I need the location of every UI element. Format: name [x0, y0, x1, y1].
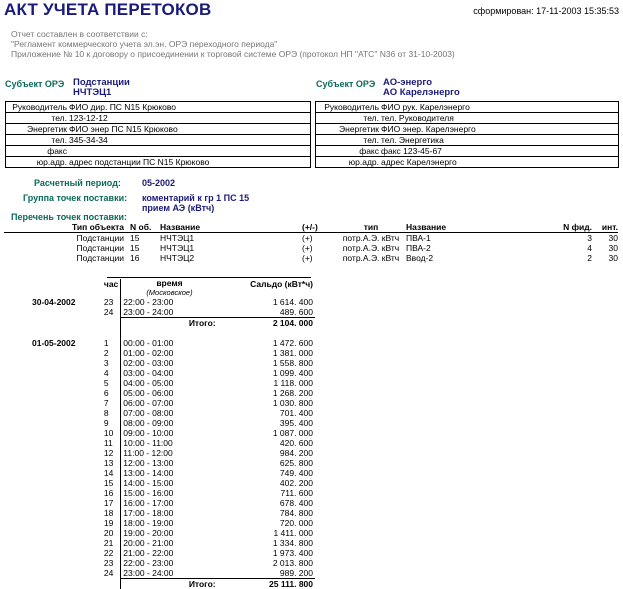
- hour-number: 24: [102, 568, 121, 579]
- hour-saldo: 678. 400: [279, 498, 313, 508]
- hour-interval: 05:00 - 06:00: [123, 388, 174, 398]
- hour-interval: 16:00 - 17:00: [123, 498, 174, 508]
- day-date-spacer: [30, 448, 102, 458]
- right-info-row: [316, 113, 619, 124]
- hour-saldo: 1 334. 800: [272, 538, 313, 548]
- header-line: "Регламент коммерческого учета эл.эн. ОРЭ переходного периода": [11, 39, 278, 49]
- header-notes: [11, 29, 455, 59]
- day-date-spacer: [30, 548, 102, 558]
- day-date-spacer: [30, 478, 102, 488]
- hour-row: [30, 468, 315, 478]
- hour-row: [30, 348, 315, 358]
- point-nob: 15: [130, 233, 140, 243]
- point-name2: Ввод-2: [406, 253, 434, 263]
- hour-row: [30, 398, 315, 408]
- hour-interval: 14:00 - 15:00: [123, 478, 174, 488]
- day-date-spacer: [30, 398, 102, 408]
- hour-interval: 15:00 - 16:00: [123, 488, 174, 498]
- points-col-nfid: N фид.: [563, 222, 592, 232]
- hour-row: [30, 568, 315, 579]
- right-subject-label: Субъект ОРЭ: [316, 79, 376, 89]
- hour-number: 24: [102, 307, 121, 318]
- header-line: Приложение № 10 к договору о присоединении к торговой системе ОРЭ (протокол НП "АТС" N36 от 31-10-2003): [11, 49, 455, 59]
- hour-interval: 23:00 - 24:00: [123, 568, 174, 578]
- hour-saldo: 701. 400: [279, 408, 313, 418]
- hour-row: [30, 558, 315, 568]
- day-date-spacer: [30, 358, 102, 368]
- hour-row: [30, 388, 315, 398]
- point-row: [4, 243, 618, 253]
- group-value: [142, 193, 249, 213]
- point-tip: потр.А.Э. кВтч: [342, 243, 400, 253]
- hour-saldo: 395. 400: [279, 418, 313, 428]
- hour-interval: 12:00 - 13:00: [123, 458, 174, 468]
- left-info-row: [6, 113, 311, 124]
- left-subject-label: Субъект ОРЭ: [5, 79, 65, 89]
- hour-row: [30, 358, 315, 368]
- day-date-spacer: [30, 518, 102, 528]
- point-type: Подстанции: [76, 233, 124, 243]
- hour-row: [30, 438, 315, 448]
- left-info-row: [6, 146, 311, 157]
- hour-number: 23: [102, 558, 121, 568]
- point-tip: потр.А.Э. кВтч: [342, 253, 400, 263]
- hour-saldo: 1 118. 000: [273, 378, 313, 388]
- point-pm: (+): [302, 233, 313, 243]
- hour-interval: 19:00 - 20:00: [123, 528, 174, 538]
- period-label: Расчетный период:: [34, 178, 121, 188]
- points-col-type: Тип объекта: [72, 222, 124, 232]
- left-info-value: адрес подстанции ПС N15 Крюково: [68, 157, 311, 168]
- point-nob: 15: [130, 243, 140, 253]
- left-info-key: тел.: [6, 135, 69, 146]
- hour-number: 5: [102, 378, 121, 388]
- hour-saldo: 420. 600: [279, 438, 313, 448]
- hour-row: [30, 478, 315, 488]
- hour-interval: 21:00 - 22:00: [123, 548, 174, 558]
- right-subject-table: [315, 101, 619, 168]
- left-info-key: тел.: [6, 113, 69, 124]
- right-info-row: [316, 146, 619, 157]
- right-info-value: тел. Руководителя: [380, 113, 619, 124]
- left-info-row: [6, 157, 311, 168]
- hour-row: [30, 428, 315, 438]
- left-subject-name: [73, 78, 130, 98]
- day-total-value: 25 111. 800: [218, 579, 315, 589]
- hour-saldo: 989. 200: [279, 568, 313, 578]
- hour-number: 9: [102, 418, 121, 428]
- hour-row: [30, 508, 315, 518]
- hour-interval: 09:00 - 10:00: [123, 428, 174, 438]
- right-info-row: [316, 102, 619, 113]
- right-info-row: [316, 135, 619, 146]
- total-spacer: [30, 579, 102, 589]
- day-date-spacer: [30, 378, 102, 388]
- point-int: 30: [608, 253, 618, 263]
- point-type: Подстанции: [76, 253, 124, 263]
- right-info-row: [316, 124, 619, 135]
- hour-saldo: 2 013. 800: [272, 558, 313, 568]
- total-spacer-hour: [102, 579, 121, 589]
- day-date-spacer: [30, 438, 102, 448]
- hours-col-time: [121, 279, 218, 297]
- points-section: [4, 222, 618, 263]
- hour-number: 10: [102, 428, 121, 438]
- hour-number: 18: [102, 508, 121, 518]
- hour-number: 15: [102, 478, 121, 488]
- hours-col-time-zone: (Московское): [146, 288, 193, 297]
- hour-row: [30, 408, 315, 418]
- left-info-key: Энергетик: [6, 124, 69, 135]
- hour-row: [30, 418, 315, 428]
- hour-saldo: 489. 600: [279, 307, 313, 317]
- right-info-row: [316, 157, 619, 168]
- day-date-spacer: [30, 538, 102, 548]
- hour-number: 7: [102, 398, 121, 408]
- right-info-key: тел.: [316, 113, 381, 124]
- points-table: [4, 222, 618, 263]
- hour-row: [30, 378, 315, 388]
- left-info-key: юр.адр.: [6, 157, 69, 168]
- left-info-value: 345-34-34: [68, 135, 311, 146]
- hour-number: 12: [102, 448, 121, 458]
- hour-number: 3: [102, 358, 121, 368]
- day-date-spacer: [30, 418, 102, 428]
- hours-col-saldo: Сальдо (кВт*ч): [250, 279, 313, 289]
- hour-number: 4: [102, 368, 121, 378]
- hour-saldo: 625. 800: [279, 458, 313, 468]
- right-info-value: факс 123-45-67: [380, 146, 619, 157]
- day-date: 01-05-2002: [32, 338, 76, 348]
- points-col-nob: N об.: [130, 222, 152, 232]
- hours-section: [30, 279, 315, 589]
- right-info-value: ФИО энер. Карелэнерго: [380, 124, 619, 135]
- hour-number: 19: [102, 518, 121, 528]
- report-title: АКТ УЧЕТА ПЕРЕТОКОВ: [4, 0, 212, 19]
- point-name2: ПВА-1: [406, 233, 431, 243]
- hour-saldo: 720. 000: [279, 518, 313, 528]
- hour-row: [30, 368, 315, 378]
- header-line: Отчет составлен в соответствии с:: [11, 29, 148, 39]
- left-info-value: 123-12-12: [68, 113, 311, 124]
- day-date-spacer: [30, 528, 102, 538]
- hour-row: [30, 338, 315, 348]
- right-info-key: факс: [316, 146, 381, 157]
- point-pm: (+): [302, 253, 313, 263]
- hour-row: [30, 297, 315, 307]
- hours-col-hour: час: [102, 279, 121, 297]
- right-info-key: Руководитель: [316, 102, 381, 113]
- point-nfid: 4: [587, 243, 592, 253]
- hour-row: [30, 548, 315, 558]
- hour-row: [30, 518, 315, 528]
- hour-interval: 20:00 - 21:00: [123, 538, 174, 548]
- hour-number: 1: [102, 338, 121, 348]
- left-subject-table: [5, 101, 311, 168]
- day-date-spacer: [30, 558, 102, 568]
- hour-saldo: 1 558. 800: [272, 358, 313, 368]
- point-nfid: 2: [587, 253, 592, 263]
- hour-row: [30, 528, 315, 538]
- day-date-spacer: [30, 488, 102, 498]
- hour-number: 22: [102, 548, 121, 558]
- hour-saldo: 1 030. 800: [272, 398, 313, 408]
- left-info-value: ФИО дир. ПС N15 Крюково: [68, 102, 311, 113]
- right-subject-name2: АО Карелэнерго: [383, 87, 460, 98]
- point-int: 30: [608, 233, 618, 243]
- hour-saldo: 1 411. 000: [273, 528, 313, 538]
- group-label: Группа точек поставки:: [23, 193, 128, 203]
- hours-header-row: [30, 279, 315, 297]
- right-info-value: ФИО рук. Карелэнерго: [380, 102, 619, 113]
- hours-col-time-title: время: [156, 278, 183, 288]
- hour-number: 13: [102, 458, 121, 468]
- left-info-value: ФИО энер ПС N15 Крюково: [68, 124, 311, 135]
- day-date-spacer: [30, 388, 102, 398]
- day-date-spacer: [30, 498, 102, 508]
- hour-number: 11: [102, 438, 121, 448]
- point-row: [4, 233, 618, 243]
- left-info-row: [6, 135, 311, 146]
- hour-number: 21: [102, 538, 121, 548]
- right-info-key: юр.адр.: [316, 157, 381, 168]
- total-spacer: [30, 318, 102, 329]
- hour-saldo: 1 381. 000: [272, 348, 313, 358]
- day-total-row: [30, 318, 315, 329]
- formed-timestamp: сформирован: 17-11-2003 15:35:53: [473, 6, 619, 16]
- hour-interval: 13:00 - 14:00: [123, 468, 174, 478]
- hour-row: [30, 488, 315, 498]
- left-info-key: факс: [6, 146, 69, 157]
- points-header-row: [4, 222, 618, 232]
- left-info-row: [6, 102, 311, 113]
- points-label: Перечень точек поставки:: [11, 212, 128, 222]
- day-total-label: Итого:: [121, 318, 218, 329]
- points-col-name: Название: [160, 222, 201, 232]
- point-name: НЧТЭЦ1: [160, 243, 195, 253]
- right-subject-name: [383, 78, 460, 98]
- hour-interval: 02:00 - 03:00: [123, 358, 174, 368]
- day-date-spacer: [30, 408, 102, 418]
- gap-cell: [30, 328, 102, 338]
- hour-row: [30, 448, 315, 458]
- hour-saldo: 1 099. 400: [272, 368, 313, 378]
- hours-top-rule: [107, 277, 311, 278]
- hour-interval: 07:00 - 08:00: [123, 408, 174, 418]
- period-value: 05-2002: [142, 178, 176, 188]
- left-info-row: [6, 124, 311, 135]
- day-date: 30-04-2002: [32, 297, 76, 307]
- hour-saldo: 984. 200: [279, 448, 313, 458]
- hour-number: 2: [102, 348, 121, 358]
- hour-number: 23: [102, 297, 121, 307]
- hour-saldo: 749. 400: [279, 468, 313, 478]
- hour-row: [30, 538, 315, 548]
- hour-saldo: 1 472. 600: [272, 338, 313, 348]
- hour-interval: 23:00 - 24:00: [123, 307, 174, 317]
- hour-interval: 18:00 - 19:00: [123, 518, 174, 528]
- hour-saldo: 784. 800: [279, 508, 313, 518]
- points-col-tip: тип: [363, 222, 379, 232]
- gap-cell: [218, 328, 315, 338]
- hour-saldo: 1 268. 200: [272, 388, 313, 398]
- hour-saldo: 1 087. 000: [272, 428, 313, 438]
- day-total-value: 2 104. 000: [218, 318, 315, 329]
- hours-table: [30, 279, 315, 589]
- left-subject-name1: Подстанции: [73, 77, 130, 88]
- total-spacer-hour: [102, 318, 121, 329]
- hour-interval: 00:00 - 01:00: [123, 338, 174, 348]
- hour-saldo: 1 973. 400: [272, 548, 313, 558]
- left-subject-name2: НЧТЭЦ1: [73, 87, 112, 98]
- right-info-value: адрес Карелэнерго: [380, 157, 619, 168]
- hour-number: 16: [102, 488, 121, 498]
- day-date-spacer: [30, 428, 102, 438]
- day-total-row: [30, 579, 315, 589]
- hour-interval: 08:00 - 09:00: [123, 418, 174, 428]
- hour-interval: 22:00 - 23:00: [123, 558, 174, 568]
- day-date-spacer: [30, 458, 102, 468]
- day-date-spacer: [30, 508, 102, 518]
- hour-row: [30, 307, 315, 318]
- right-info-key: Энергетик: [316, 124, 381, 135]
- day-date-spacer: [30, 468, 102, 478]
- point-row: [4, 253, 618, 263]
- day-total-label: Итого:: [121, 579, 218, 589]
- right-subject-name1: АО-энерго: [383, 77, 432, 88]
- hour-row: [30, 458, 315, 468]
- day-date-spacer: [30, 568, 102, 579]
- group-value2: прием АЭ (кВтч): [142, 203, 215, 213]
- day-date-spacer: [30, 348, 102, 358]
- right-info-value: тел. Энергетика: [380, 135, 619, 146]
- points-col-name2: Название: [406, 222, 447, 232]
- group-value1: коментарий к гр 1 ПС 15: [142, 193, 250, 203]
- point-tip: потр.А.Э. кВтч: [342, 233, 400, 243]
- hour-number: 14: [102, 468, 121, 478]
- hour-saldo: 402. 200: [279, 478, 313, 488]
- hour-number: 6: [102, 388, 121, 398]
- hour-row: [30, 498, 315, 508]
- hour-interval: 11:00 - 12:00: [123, 448, 173, 458]
- point-name2: ПВА-2: [406, 243, 431, 253]
- gap-cell: [121, 328, 218, 338]
- hour-interval: 04:00 - 05:00: [123, 378, 174, 388]
- hour-interval: 22:00 - 23:00: [123, 297, 174, 307]
- left-info-key: Руководитель: [6, 102, 69, 113]
- point-name: НЧТЭЦ1: [160, 233, 195, 243]
- point-pm: (+): [302, 243, 313, 253]
- point-int: 30: [608, 243, 618, 253]
- right-info-key: тел.: [316, 135, 381, 146]
- day-gap: [30, 328, 315, 338]
- hour-interval: 06:00 - 07:00: [123, 398, 174, 408]
- hour-saldo: 1 614. 400: [272, 297, 313, 307]
- day-date-spacer: [30, 368, 102, 378]
- hour-interval: 01:00 - 02:00: [123, 348, 174, 358]
- point-type: Подстанции: [76, 243, 124, 253]
- point-name: НЧТЭЦ2: [160, 253, 195, 263]
- day-date-spacer: [30, 307, 102, 318]
- gap-cell-hour: [102, 328, 121, 338]
- left-info-value: [68, 146, 311, 157]
- hour-saldo: 711. 600: [280, 488, 313, 498]
- hour-interval: 17:00 - 18:00: [123, 508, 174, 518]
- hour-number: 17: [102, 498, 121, 508]
- hour-number: 8: [102, 408, 121, 418]
- hour-interval: 10:00 - 11:00: [123, 438, 173, 448]
- point-nob: 16: [130, 253, 140, 263]
- points-col-pm: (+/-): [302, 222, 318, 232]
- hour-interval: 03:00 - 04:00: [123, 368, 174, 378]
- point-nfid: 3: [587, 233, 592, 243]
- hour-number: 20: [102, 528, 121, 538]
- points-col-int: инт.: [601, 222, 618, 232]
